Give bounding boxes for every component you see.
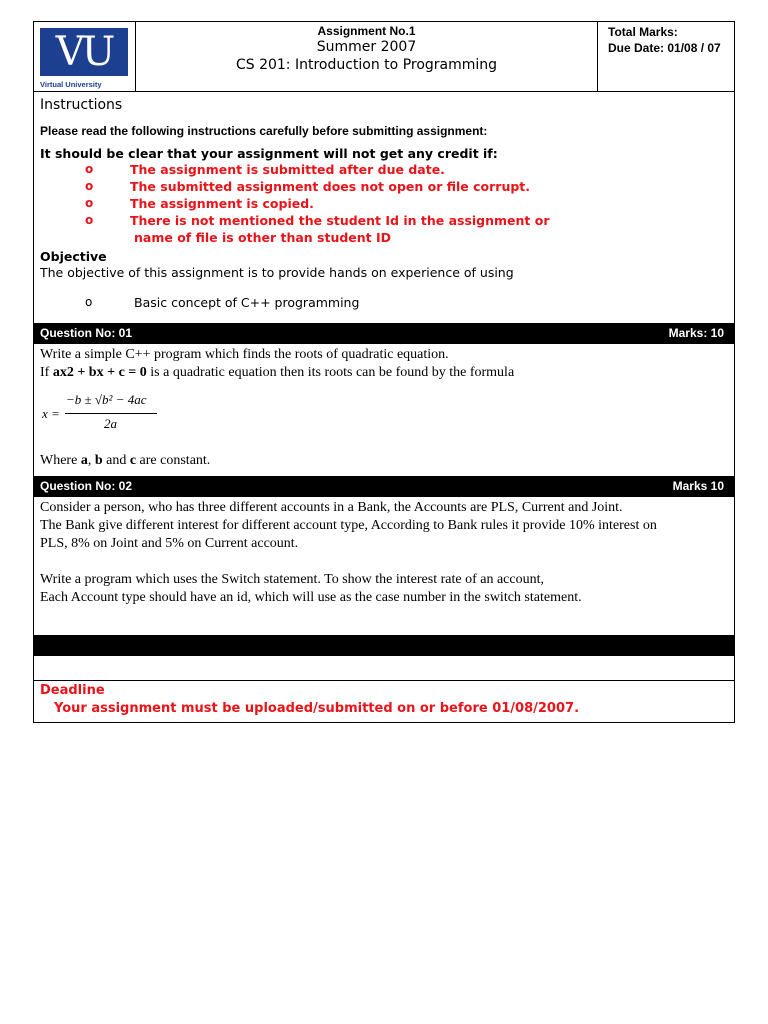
bullet-text: The assignment is copied. (130, 196, 314, 211)
objective-title: Objective (40, 249, 107, 264)
assignment-number: Assignment No.1 (317, 24, 416, 38)
question-1-line-1: Write a simple C++ program which finds the roots of quadratic equation. (40, 347, 449, 362)
text-fragment: If (40, 365, 53, 380)
credit-warning: It should be clear that your assignment will not get any credit if: (40, 146, 498, 161)
text-fragment: Where (40, 453, 81, 468)
logo-text: VU (55, 29, 113, 75)
list-item (34, 196, 734, 213)
bullet-text: name of file is other than student ID (134, 230, 392, 245)
question-1-line-2 (34, 364, 734, 382)
question-2-p3: PLS, 8% on Joint and 5% on Current account. (40, 536, 299, 551)
list-item (34, 213, 734, 230)
question-2-p5: Each Account type should have an id, which will use as the case number in the switch statement. (40, 590, 582, 605)
list-item (34, 162, 734, 179)
content-box (33, 92, 735, 723)
list-item (34, 179, 734, 196)
bullet-icon: o (85, 196, 94, 210)
question-2-p2: The Bank give different interest for different account type, According to Bank rules it provide 10% interest on (40, 518, 657, 533)
question-2-label: Question No: 02 (40, 479, 133, 493)
question-1-marks: Marks: 10 (668, 326, 724, 340)
var-b: b (94, 453, 103, 468)
empty-row (34, 656, 734, 680)
question-1-header (34, 323, 734, 344)
var-c: c (129, 453, 137, 468)
objective-item: Basic concept of C++ programming (134, 295, 360, 310)
deadline-text: Your assignment must be uploaded/submitted on or before 01/08/2007. (54, 701, 580, 716)
question-2-marks: Marks 10 (672, 479, 724, 493)
instructions-intro: Please read the following instructions carefully before submitting assignment: (40, 124, 488, 138)
bullet-icon: o (85, 162, 94, 176)
bullet-text: The assignment is submitted after due date. (130, 162, 445, 177)
text-fragment: is a quadratic equation then its roots can be found by the formula (146, 365, 515, 380)
quadratic-equation: ax2 + bx + c = 0 (52, 365, 147, 380)
fraction-line (65, 413, 157, 414)
logo-cell (34, 22, 136, 92)
quadratic-formula (34, 392, 734, 442)
term-label: Summer 2007 (316, 39, 417, 55)
question-1-where (34, 442, 734, 476)
text-fragment: are constant. (136, 453, 211, 468)
header-table (33, 21, 735, 92)
logo-subtitle: Virtual University (40, 80, 102, 89)
bullet-text: The submitted assignment does not open or file corrupt. (130, 179, 531, 194)
formula-denominator: 2a (104, 416, 117, 431)
question-1-label: Question No: 01 (40, 326, 133, 340)
bullet-text: There is not mentioned the student Id in the assignment or (130, 213, 550, 228)
question-2-header (34, 476, 734, 497)
objective-text: The objective of this assignment is to provide hands on experience of using (40, 265, 514, 280)
formula-numerator: −b ± √b² − 4ac (66, 392, 147, 407)
vu-logo (40, 28, 128, 76)
bullet-icon: o (85, 295, 93, 309)
total-marks: Total Marks: (608, 25, 678, 39)
empty-bar (34, 635, 734, 656)
bullet-icon: o (85, 213, 94, 227)
list-item-continuation (34, 230, 734, 247)
deadline-title: Deadline (40, 683, 105, 698)
instructions-title: Instructions (40, 97, 123, 113)
title-cell (136, 22, 598, 92)
course-title: CS 201: Introduction to Programming (235, 57, 498, 73)
due-date: Due Date: 01/08 / 07 (608, 41, 721, 55)
formula-lhs: x = (42, 406, 60, 421)
list-item (34, 295, 734, 315)
question-2-p1: Consider a person, who has three different accounts in a Bank, the Accounts are PLS, Current and Joint. (40, 500, 623, 515)
text-fragment: , (87, 453, 95, 468)
text-fragment: and (102, 453, 130, 468)
question-2-p4: Write a program which uses the Switch statement. To show the interest rate of an account, (40, 572, 544, 587)
bullet-icon: o (85, 179, 94, 193)
var-a: a (80, 453, 88, 468)
marks-cell (598, 22, 735, 92)
assignment-sheet (33, 21, 735, 723)
